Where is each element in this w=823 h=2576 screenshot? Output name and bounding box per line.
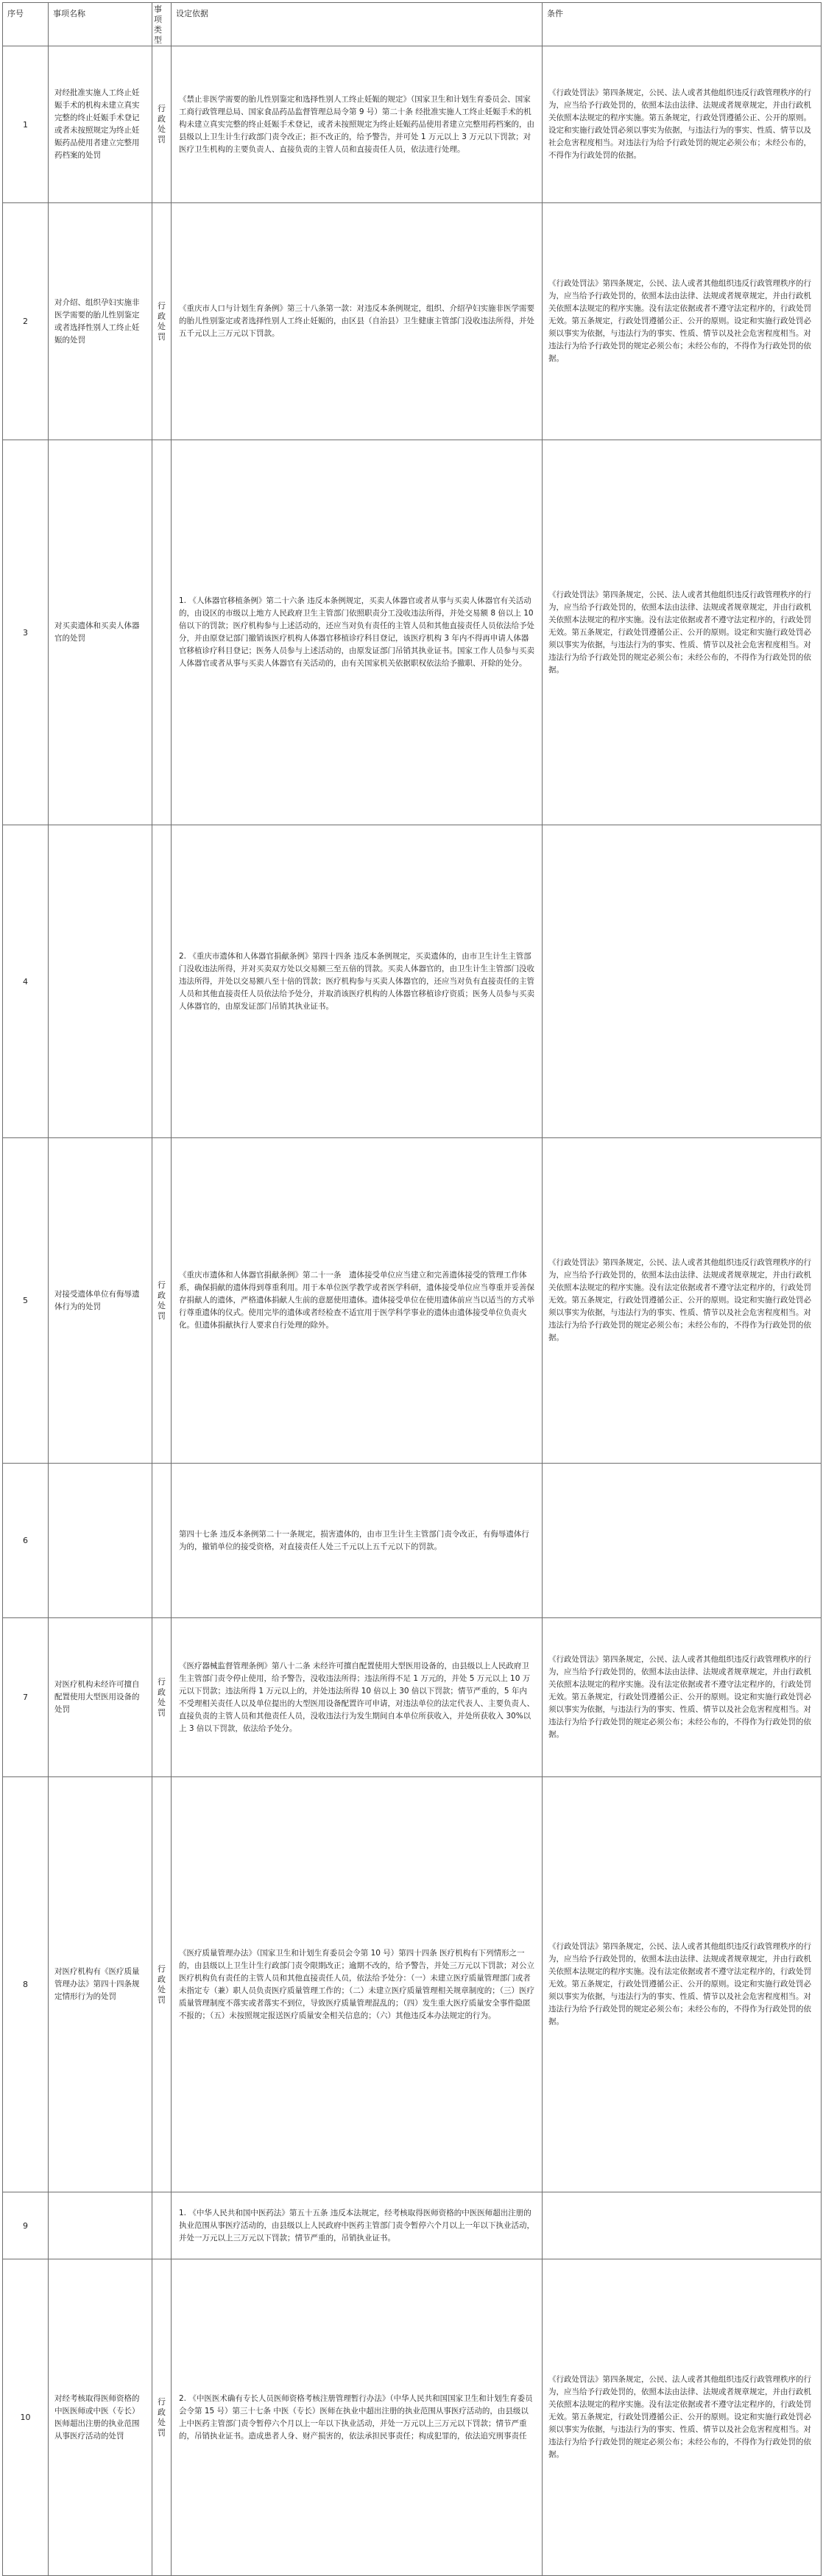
row-condition: 《行政处罚法》第四条规定，公民、法人或者其他组织违反行政管理秩序的行为，应当给予行政处罚的，依照本法由法律、法规或者规章规定，并由行政机关依照本法规定的程序实施。第五条规定，行政处罚遵循公正、公开的原则。设定和实施行政处罚必须以事实为依据，与违法行为的事实、性质、情节以及社会危害程度相当。对违法行为给予行政处罚的规定必须公布；未经公布的，不得作为行政处罚的依据。 <box>543 46 822 203</box>
row-seq: 6 <box>3 1464 49 1618</box>
row-basis: 《禁止非医学需要的胎儿性别鉴定和选择性别人工终止妊娠的规定》（国家卫生和计划生育委员会、国家工商行政管理总局、国家食品药品监督管理总局令第 9 号）第二十条 经批准实施人工终止妊娠手术的机构未建立真实完整的终止妊娠手术登记，或者未按照规定为终止妊娠药品使用者建立完整用药档案的，由县级以上卫生计生行政部门责令改正；拒不改正的，给予警告，并可处 1 万元以上 3 万元以下罚款；对医疗卫生机构的主要负责人、直接负责的主管人员和直接责任人员，依法进行处理。 <box>172 46 543 203</box>
row-item-name <box>49 825 152 1138</box>
row-basis: 1. 《中华人民共和国中医药法》第五十五条 违反本法规定，经考核取得医师资格的中医医师超出注册的执业范围从事医疗活动的，由县级以上人民政府中医药主管部门责令暂停六个月以上一年以下执业活动，并处一万元以上三万元以下罚款；情节严重的，吊销执业证书。 <box>172 2192 543 2259</box>
row-item-name: 对经批准实施人工终止妊娠手术的机构未建立真实完整的终止妊娠手术登记或者未按照规定为终止妊娠药品使用者建立完整用药档案的处罚 <box>49 46 152 203</box>
row-condition: 《行政处罚法》第四条规定，公民、法人或者其他组织违反行政管理秩序的行为，应当给予行政处罚的，依照本法由法律、法规或者规章规定，并由行政机关依照本法规定的程序实施。没有法定依据或者不遵守法定程序的，行政处罚无效。第五条规定，行政处罚遵循公正、公开的原则。设定和实施行政处罚必须以事实为依据，与违法行为的事实、性质、情节以及社会危害程度相当。对违法行为给予行政处罚的规定必须公布；未经公布的，不得作为行政处罚的依据。 <box>543 1777 822 2192</box>
table-row <box>3 2259 822 2576</box>
header-item-type: 事项类型 <box>152 3 172 46</box>
row-condition <box>543 1464 822 1618</box>
table-row <box>3 1618 822 1777</box>
row-seq: 1 <box>3 46 49 203</box>
row-condition: 《行政处罚法》第四条规定，公民、法人或者其他组织违反行政管理秩序的行为，应当给予行政处罚的，依照本法由法律、法规或者规章规定，并由行政机关依照本法规定的程序实施。没有法定依据或者不遵守法定程序的，行政处罚无效。第五条规定，行政处罚遵循公正、公开的原则。设定和实施行政处罚必须以事实为依据，与违法行为的事实、性质、情节以及社会危害程度相当。对违法行为给予行政处罚的规定必须公布；未经公布的，不得作为行政处罚的依据。 <box>543 1618 822 1777</box>
row-condition: 《行政处罚法》第四条规定，公民、法人或者其他组织违反行政管理秩序的行为，应当给予行政处罚的，依照本法由法律、法规或者规章规定，并由行政机关依照本法规定的程序实施。没有法定依据或者不遵守法定程序的，行政处罚无效。第五条规定，行政处罚遵循公正、公开的原则。设定和实施行政处罚必须以事实为依据，与违法行为的事实、性质、情节以及社会危害程度相当。对违法行为给予行政处罚的规定必须公布；未经公布的，不得作为行政处罚的依据。 <box>543 1138 822 1464</box>
row-basis: 第四十七条 违反本条例第二十一条规定，损害遗体的，由市卫生计生主管部门责令改正，有侮辱遗体行为的，撤销单位的接受资格，对直接责任人处三千元以上五千元以下的罚款。 <box>172 1464 543 1618</box>
row-basis: 2. 《中医医术确有专长人员医师资格考核注册管理暂行办法》（中华人民共和国国家卫生和计划生育委员会令第 15 号）第三十七条 中医（专长）医师在执业中超出注册的执业范围从事医疗活动的，由县级以上中医药主管部门责令暂停六个月以上一年以下执业活动，并处一万元以上三万元以下罚款；情节严重的，吊销执业证书。造成患者人身、财产损害的，依法承担民事责任；构成犯罪的，依法追究刑事责任 <box>172 2259 543 2576</box>
row-item-type <box>152 2192 172 2259</box>
row-item-type <box>152 825 172 1138</box>
table-row <box>3 1777 822 2192</box>
row-condition: 《行政处罚法》第四条规定，公民、法人或者其他组织违反行政管理秩序的行为，应当给予行政处罚的，依照本法由法律、法规或者规章规定，并由行政机关依照本法规定的程序实施。没有法定依据或者不遵守法定程序的，行政处罚无效。第五条规定，行政处罚遵循公正、公开的原则。设定和实施行政处罚必须以事实为依据，与违法行为的事实、性质、情节以及社会危害程度相当。对违法行为给予行政处罚的规定必须公布；未经公布的，不得作为行政处罚的依据。 <box>543 203 822 440</box>
table-row <box>3 440 822 825</box>
row-basis: 2. 《重庆市遗体和人体器官捐献条例》第四十四条 违反本条例规定，买卖遗体的，由市卫生计生主管部门没收违法所得，并对买卖双方处以交易额三至五倍的罚款。买卖人体器官的，由卫生计生主管部门没收违法所得，并处以交易额八至十倍的罚款；医疗机构参与买卖人体器官的，还应当对负有直接责任的主管人员和其他直接责任人员依法给予处分，并取消该医疗机构的人体器官移植诊疗资质；医务人员参与买卖人体器官的，由原发证部门吊销其执业证书。 <box>172 825 543 1138</box>
row-item-type: 行政处罚 <box>152 46 172 203</box>
row-seq: 8 <box>3 1777 49 2192</box>
row-basis: 《重庆市人口与计划生育条例》第三十八条第一款：对违反本条例规定，组织、介绍孕妇实施非医学需要的胎儿性别鉴定或者选择性别人工终止妊娠的，由区县（自治县）卫生健康主管部门没收违法所得，并处五千元以上三万元以下罚款。 <box>172 203 543 440</box>
row-item-name: 对医疗机构未经许可擅自配置使用大型医用设备的处罚 <box>49 1618 152 1777</box>
table-row <box>3 1464 822 1618</box>
row-seq: 9 <box>3 2192 49 2259</box>
table-row <box>3 46 822 203</box>
table-row <box>3 203 822 440</box>
header-condition: 条件 <box>543 3 822 46</box>
header-item-name: 事项名称 <box>49 3 152 46</box>
row-item-name: 对接受遗体单位有侮辱遗体行为的处罚 <box>49 1138 152 1464</box>
table-row <box>3 825 822 1138</box>
row-basis: 1. 《人体器官移植条例》第二十六条 违反本条例规定，买卖人体器官或者从事与买卖人体器官有关活动的，由设区的市级以上地方人民政府卫生主管部门依照职责分工没收违法所得，并处交易额 8 倍以上 10 倍以下的罚款；医疗机构参与上述活动的，还应当对负有责任的主管人员和其他直接责任人员依法给予处分，并由原登记部门撤销该医疗机构人体器官移植诊疗科目登记，该医疗机构 3 年内不得再申请人体器官移植诊疗科目登记；医务人员参与上述活动的，由原发证部门吊销其执业证书。国家工作人员参与买卖人体器官或者从事与买卖人体器官有关活动的，由有关国家机关依据职权依法给予撤职、开除的处分。 <box>172 440 543 825</box>
row-basis: 《医疗质量管理办法》（国家卫生和计划生育委员会令第 10 号）第四十四条 医疗机构有下列情形之一的，由县级以上卫生计生行政部门责令限期改正；逾期不改的，给予警告，并处三万元以下罚款；对公立医疗机构负有责任的主管人员和其他直接责任人员，依法给予处分：（一）未建立医疗质量管理部门或者未指定专（兼）职人员负责医疗质量管理工作的；（二）未建立医疗质量管理相关规章制度的；（三）医疗质量管理制度不落实或者落实不到位，导致医疗质量管理混乱的；（四）发生重大医疗质量安全事件隐匿不报的；（五）未按照规定报送医疗质量安全相关信息的；（六）其他违反本办法规定的行为。 <box>172 1777 543 2192</box>
row-seq: 7 <box>3 1618 49 1777</box>
row-seq: 4 <box>3 825 49 1138</box>
row-item-type: 行政处罚 <box>152 1618 172 1777</box>
row-item-name <box>49 1464 152 1618</box>
table-row <box>3 2192 822 2259</box>
table-header-row <box>3 3 822 46</box>
table-row <box>3 1138 822 1464</box>
row-condition <box>543 825 822 1138</box>
row-basis: 《重庆市遗体和人体器官捐献条例》第二十一条 遗体接受单位应当建立和完善遗体接受的管理工作体系，确保捐献的遗体得到尊重利用。用于本单位医学教学或者医学科研，遗体接受单位应当尊重并妥善保存捐献人的遗体，严格遗体捐献人生前的意愿使用遗体。遗体接受单位在使用遗体前应当以适当的方式举行尊重遗体的仪式。使用完毕的遗体或者经检查不适宜用于医学科学事业的遗体由遗体接受单位负责火化。但遗体捐献执行人要求自行处理的除外。 <box>172 1138 543 1464</box>
row-condition <box>543 2192 822 2259</box>
row-seq: 5 <box>3 1138 49 1464</box>
row-item-name <box>49 2192 152 2259</box>
row-item-type <box>152 440 172 825</box>
row-item-name: 对经考核取得医师资格的中医医师或中医（专长）医师超出注册的执业范围从事医疗活动的处罚 <box>49 2259 152 2576</box>
header-basis: 设定依据 <box>172 3 543 46</box>
row-basis: 《医疗器械监督管理条例》第八十二条 未经许可擅自配置使用大型医用设备的，由县级以上人民政府卫生主管部门责令停止使用，给予警告，没收违法所得；违法所得不足 1 万元的，并处 5 万元以上 10 万元以下罚款；违法所得 1 万元以上的，并处违法所得 10 倍以上 30 倍以下罚款；情节严重的，5 年内不受理相关责任人以及单位提出的大型医用设备配置许可申请，对违法单位的法定代表人、主要负责人、直接负责的主管人员和其他责任人员，没收违法行为发生期间自本单位所获收入，并处所获收入 30%以上 3 倍以下罚款，依法给予处分。 <box>172 1618 543 1777</box>
header-seq: 序号 <box>3 3 49 46</box>
row-seq: 3 <box>3 440 49 825</box>
row-seq: 10 <box>3 2259 49 2576</box>
row-item-type <box>152 1464 172 1618</box>
row-item-type: 行政处罚 <box>152 1777 172 2192</box>
row-item-type: 行政处罚 <box>152 1138 172 1464</box>
row-item-type: 行政处罚 <box>152 203 172 440</box>
row-seq: 2 <box>3 203 49 440</box>
penalty-items-table <box>2 2 822 2576</box>
row-condition: 《行政处罚法》第四条规定，公民、法人或者其他组织违反行政管理秩序的行为，应当给予行政处罚的，依照本法由法律、法规或者规章规定，并由行政机关依照本法规定的程序实施。没有法定依据或者不遵守法定程序的，行政处罚无效。第五条规定，行政处罚遵循公正、公开的原则。设定和实施行政处罚必须以事实为依据，与违法行为的事实、性质、情节以及社会危害程度相当。对违法行为给予行政处罚的规定必须公布；未经公布的，不得作为行政处罚的依据。 <box>543 2259 822 2576</box>
row-item-name: 对介绍、组织孕妇实施非医学需要的胎儿性别鉴定或者选择性别人工终止妊娠的处罚 <box>49 203 152 440</box>
row-condition: 《行政处罚法》第四条规定，公民、法人或者其他组织违反行政管理秩序的行为，应当给予行政处罚的，依照本法由法律、法规或者规章规定，并由行政机关依照本法规定的程序实施。没有法定依据或者不遵守法定程序的，行政处罚无效。第五条规定，行政处罚遵循公正、公开的原则。设定和实施行政处罚必须以事实为依据，与违法行为的事实、性质、情节以及社会危害程度相当。对违法行为给予行政处罚的规定必须公布；未经公布的，不得作为行政处罚的依据。 <box>543 440 822 825</box>
row-item-type: 行政处罚 <box>152 2259 172 2576</box>
row-item-name: 对医疗机构有《医疗质量管理办法》第四十四条规定情形行为的处罚 <box>49 1777 152 2192</box>
row-item-name: 对买卖遗体和买卖人体器官的处罚 <box>49 440 152 825</box>
